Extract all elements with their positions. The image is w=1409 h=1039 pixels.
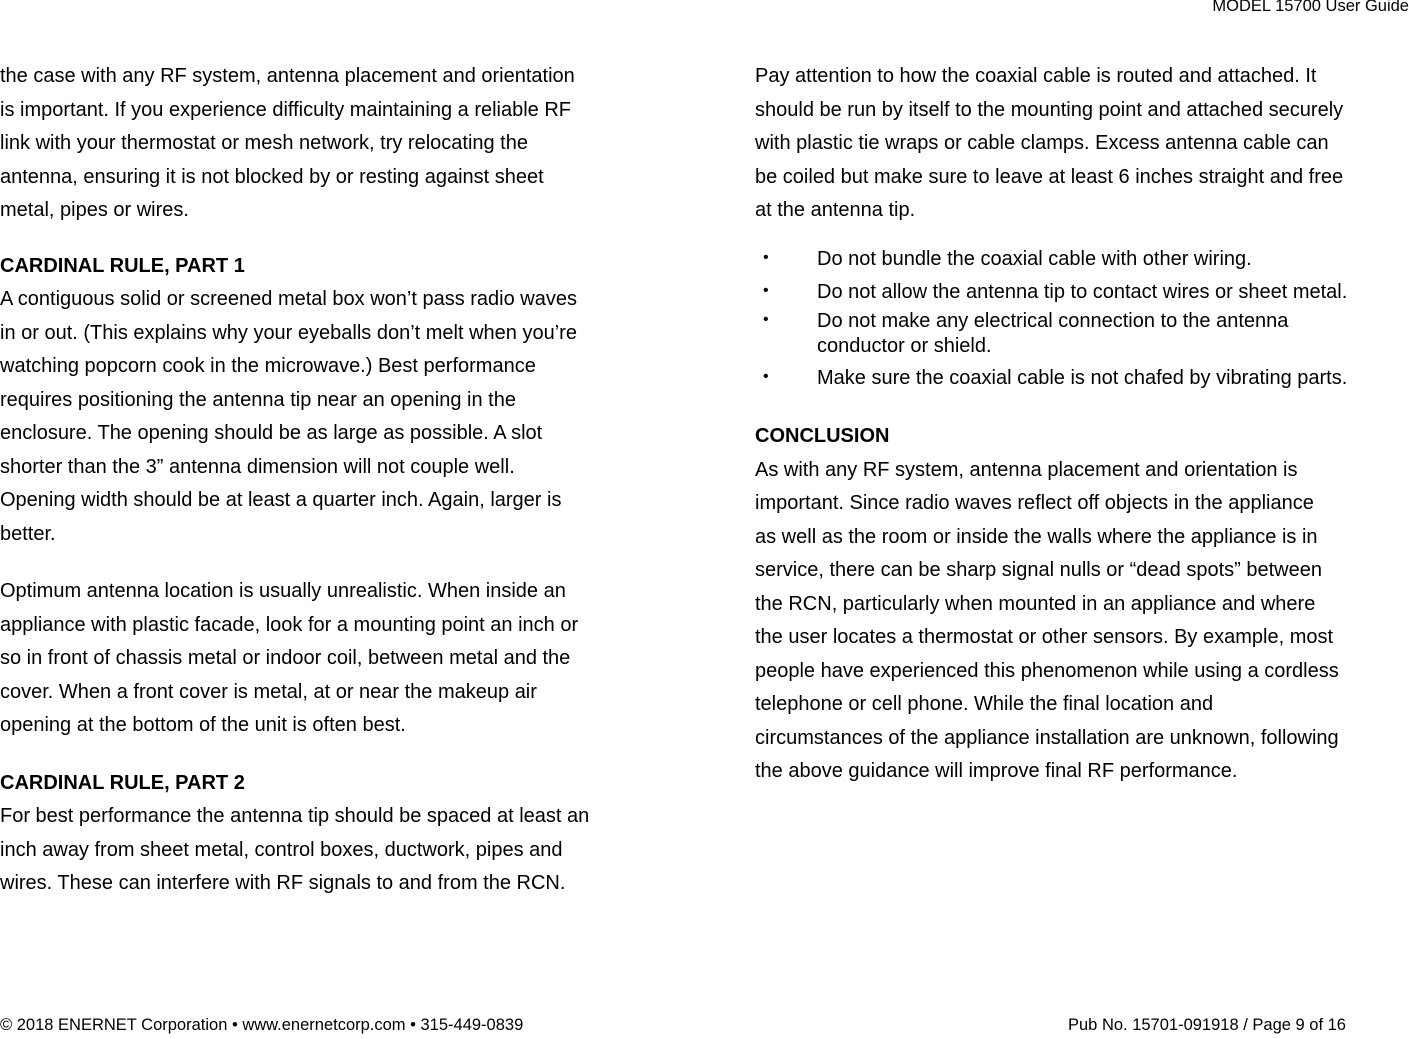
text-line: A contiguous solid or screened metal box won’t pass radio waves — [0, 288, 577, 310]
text-line: the above guidance will improve final RF performance. — [755, 760, 1238, 782]
text-line: the RCN, particularly when mounted in an appliance and where — [755, 592, 1316, 615]
text-line: opening at the bottom of the unit is often best. — [0, 714, 406, 736]
conclusion-section — [755, 420, 1409, 789]
text-line: the user locates a thermostat or other sensors. By example, most — [755, 626, 1334, 648]
footer-copyright: © 2018 ENERNET Corporation • www.enernetcorp.com • 315-449-0839 — [0, 1016, 524, 1034]
bullet-text: Do not bundle the coaxial cable with other wiring. — [817, 248, 1252, 270]
text-line: people have experienced this phenomenon while using a cordless — [755, 659, 1339, 682]
bullet-icon: • — [763, 368, 769, 385]
page-header-title: MODEL 15700 User Guide — [1212, 0, 1409, 15]
text-line: watching popcorn cook in the microwave.) Best performance — [0, 355, 536, 377]
text-line: so in front of chassis metal or indoor coil, between metal and the — [0, 647, 571, 669]
text-line: be coiled but make sure to leave at least 6 inches straight and free — [755, 165, 1344, 188]
text-line: Opening width should be at least a quarter inch. Again, larger is — [0, 489, 562, 511]
bullet-icon: • — [763, 311, 769, 328]
text-line: with plastic tie wraps or cable clamps. Excess antenna cable can — [755, 132, 1329, 154]
bullet-text: conductor or shield. — [817, 335, 992, 357]
text-line: wires. These can interfere with RF signals to and from the RCN. — [0, 872, 566, 894]
right-column — [755, 60, 1409, 228]
intro-paragraph — [0, 60, 680, 228]
text-line: inch away from sheet metal, control boxes, ductwork, pipes and — [0, 838, 563, 861]
text-line: circumstances of the appliance installation are unknown, following — [755, 726, 1339, 749]
text-line: metal, pipes or wires. — [0, 199, 189, 221]
text-line: cover. When a front cover is metal, at or near the makeup air — [0, 680, 537, 703]
text-line: Optimum antenna location is usually unrealistic. When inside an — [0, 580, 566, 602]
text-line: telephone or cell phone. While the final location and — [755, 693, 1214, 715]
conclusion-paragraph — [755, 454, 1409, 789]
text-line: important. Since radio waves reflect off objects in the appliance — [755, 492, 1314, 514]
text-line: Pay attention to how the coaxial cable is routed and attached. It — [755, 65, 1317, 87]
text-line: antenna, ensuring it is not blocked by or resting against sheet — [0, 165, 544, 188]
text-line: enclosure. The opening should be as large as possible. A slot — [0, 422, 543, 444]
cardinal-rule-1-paragraph — [0, 283, 680, 551]
text-line: As with any RF system, antenna placement and orientation is — [755, 458, 1298, 481]
text-line: requires positioning the antenna tip near an opening in the — [0, 388, 516, 411]
text-line: appliance with plastic facade, look for a mounting point an inch or — [0, 613, 579, 636]
optimum-location-paragraph — [0, 575, 680, 743]
bullet-text: Make sure the coaxial cable is not chafed by vibrating parts. — [817, 367, 1348, 389]
text-line: as well as the room or inside the walls where the appliance is in — [755, 525, 1318, 548]
text-line: service, there can be sharp signal nulls or “dead spots” between — [755, 559, 1322, 581]
conclusion-heading: CONCLUSION — [755, 425, 890, 447]
text-line: the case with any RF system, antenna placement and orientation — [0, 65, 575, 87]
text-line: at the antenna tip. — [755, 199, 916, 221]
text-line: should be run by itself to the mounting point and attached securely — [755, 98, 1344, 121]
coax-routing-paragraph — [755, 60, 1409, 228]
bullet-text: Do not allow the antenna tip to contact wires or sheet metal. — [817, 281, 1348, 303]
bullet-icon: • — [763, 249, 769, 266]
left-column — [0, 60, 680, 901]
text-line: is important. If you experience difficulty maintaining a reliable RF — [0, 98, 572, 121]
text-line: For best performance the antenna tip should be spaced at least an — [0, 805, 590, 827]
footer-page-number: Pub No. 15701-091918 / Page 9 of 16 — [1068, 1016, 1346, 1034]
bullet-text: Do not make any electrical connection to the antenna — [817, 310, 1289, 332]
text-line: better. — [0, 522, 56, 545]
cardinal-rule-1-heading: CARDINAL RULE, PART 1 — [0, 254, 245, 277]
cardinal-rule-2-paragraph — [0, 800, 680, 901]
bullet-icon: • — [763, 282, 769, 299]
text-line: link with your thermostat or mesh network, try relocating the — [0, 132, 528, 154]
text-line: in or out. (This explains why your eyeballs don’t melt when you’re — [0, 321, 577, 344]
text-line: shorter than the 3” antenna dimension will not couple well. — [0, 455, 515, 478]
cardinal-rule-2-heading: CARDINAL RULE, PART 2 — [0, 771, 245, 794]
